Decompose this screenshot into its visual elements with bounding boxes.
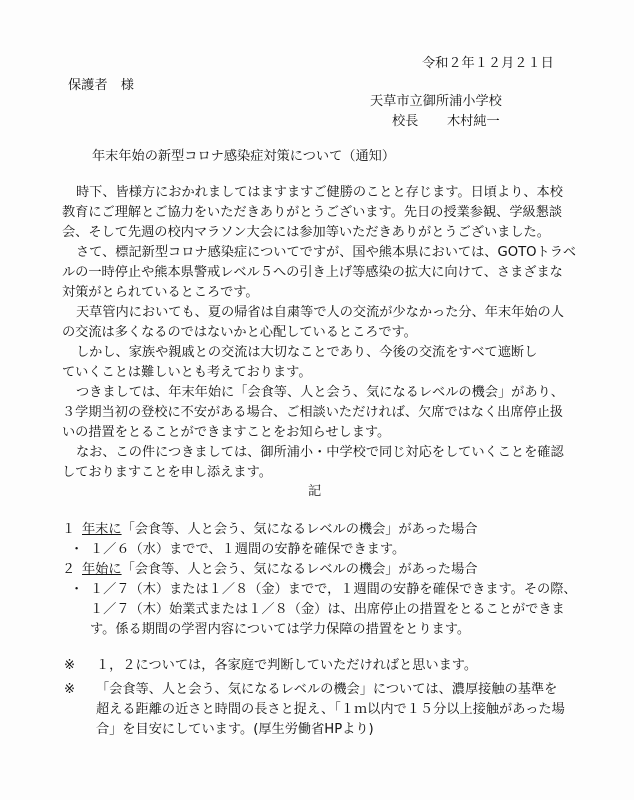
body-line: さて、標記新型コロナ感染症についてですが、国や熊本県においては、GOTOトラベ — [76, 245, 577, 260]
item-bullet: ・ — [70, 542, 84, 557]
body-line: つきましては、年末年始に「会食等、人と会う、気になるレベルの機会」があり、 — [76, 385, 564, 400]
item-heading — [82, 560, 478, 580]
item-number: １ — [62, 522, 76, 537]
body-line: しておりますことを申し添えます。 — [62, 465, 272, 480]
item-heading-rest: 「会食等、人と会う、気になるレベルの機会」があった場合 — [121, 522, 478, 537]
school-name: 天草市立御所浦小学校 — [370, 94, 502, 109]
item-bullet: ・ — [70, 582, 84, 597]
body-line: なお、この件につきましては、御所浦小・中学校で同じ対応をしていくことを確認 — [76, 445, 564, 460]
item-line: １／７（木）または１／８（金）までで，１週間の安静を確保できます。その際、 — [90, 582, 577, 597]
note-line: 「会食等、人と会う、気になるレベルの機会」については、濃厚接触の基準を — [96, 682, 558, 697]
item-heading-rest: 「会食等、人と会う、気になるレベルの機会」があった場合 — [121, 562, 478, 577]
item-number: ２ — [62, 562, 76, 577]
body-line: しかし、家族や親戚との交流は大切なことであり、今後の交流をすべて遮断し — [76, 345, 538, 360]
item-heading-underlined: 年始に — [82, 562, 122, 577]
item-heading — [82, 520, 478, 540]
note-mark: ※ — [64, 682, 76, 697]
body-line: ルの一時停止や熊本県警戒レベル５への引き上げ等感染の拡大に向けて、さまざまな — [62, 265, 563, 280]
note-line: 合」を目安にしています。(厚生労働省HPより) — [96, 722, 374, 737]
note-line: １，２については，各家庭で判断していただければと思います。 — [96, 658, 478, 673]
body-line: ていくことは難しいとも考えております。 — [62, 365, 312, 380]
body-line: 天草管内においても、夏の帰省は自粛等で人の交流が少なかった分、年末年始の人 — [76, 305, 564, 320]
principal-title: 校長 — [392, 114, 419, 129]
body-line: ３学期当初の登校に不安がある場合、ご相談いただければ、欠席ではなく出席停止扱 — [62, 405, 564, 420]
body-line: 教育にご理解とご協力をいただきありがとうございます。先日の授業参観、学級懇談 — [62, 205, 563, 220]
item-line: １／６（水）までで、１週間の安静を確保できます。 — [90, 542, 406, 557]
body-line: いの措置をとることができますことをお知らせします。 — [62, 425, 391, 440]
body-line: 会、そして先週の校内マラソン大会には参加等いただきありがとうございました。 — [62, 225, 550, 240]
body-line: の交流は多くなるのではないかと心配しているところです。 — [62, 325, 417, 340]
body-line: 時下、皆様方におかれましてはますますご健勝のことと存じます。日頃より、本校 — [76, 185, 563, 200]
recipient: 保護者 様 — [68, 78, 134, 93]
item-heading-underlined: 年末に — [82, 522, 122, 537]
item-line: １／７（木）始業式または１／８（金）は、出席停止の措置をとることができま — [90, 602, 565, 617]
document-title: 年末年始の新型コロナ感染症対策について（通知） — [92, 149, 396, 164]
note-mark: ※ — [64, 658, 76, 673]
date: 令和２年１２月２１日 — [422, 56, 554, 71]
ki-marker: 記 — [308, 484, 322, 499]
item-line: す。係る期間の学習内容については学力保障の措置をとります。 — [90, 622, 471, 637]
note-line: 超える距離の近さと時間の長さと捉え、「１ｍ以内で１５分以上接触があった場 — [96, 702, 565, 717]
principal-name: 木村純一 — [447, 114, 500, 129]
body-line: 対策がとられているところです。 — [62, 285, 259, 300]
